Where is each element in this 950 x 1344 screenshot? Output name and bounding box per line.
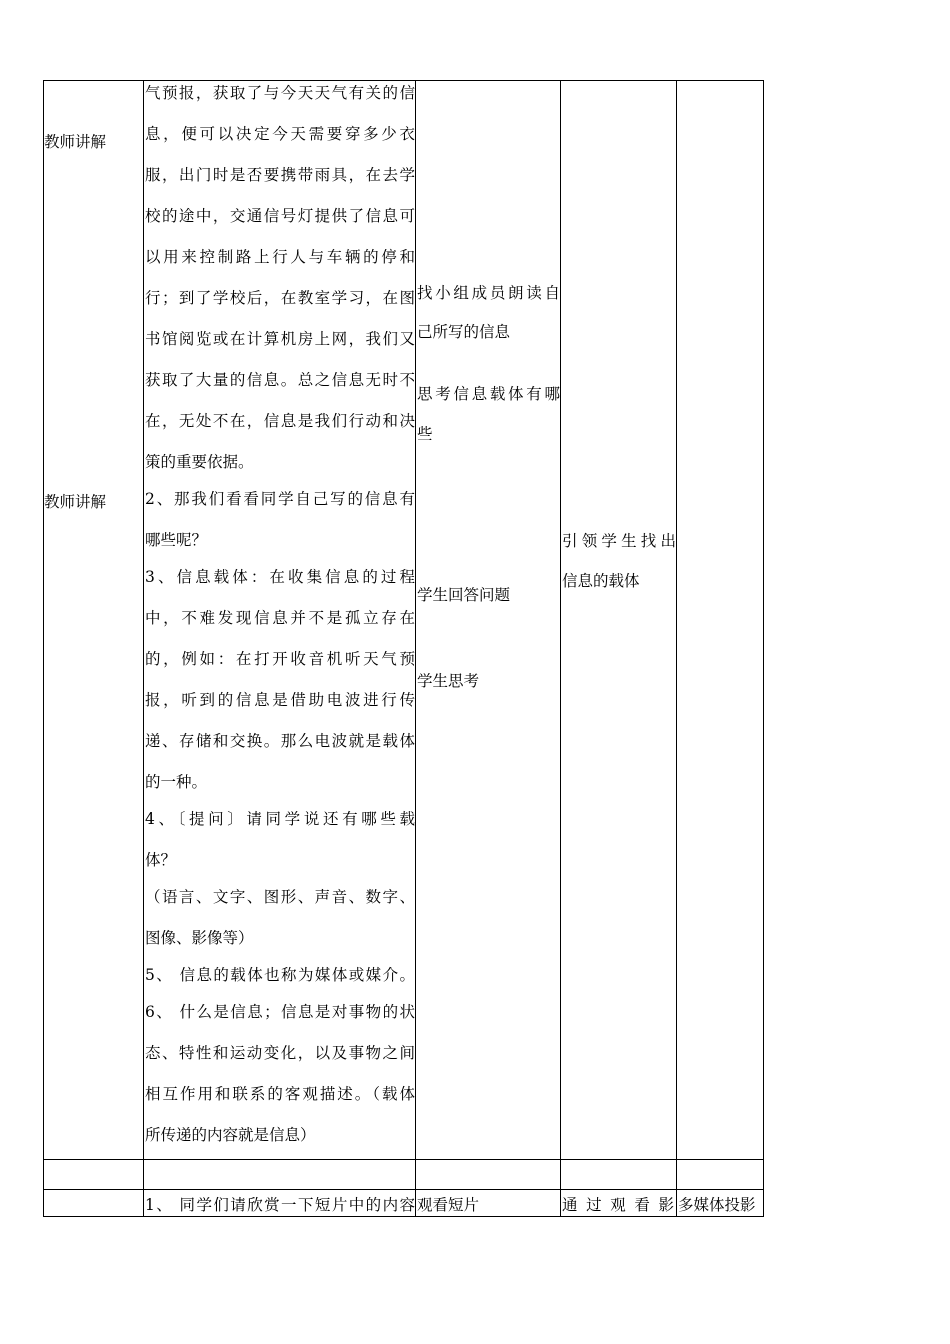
intent-line: 信息的载体 <box>562 572 640 590</box>
column-divider-1 <box>143 80 144 1217</box>
teacher-explain-label: 教师讲解 <box>44 493 107 511</box>
content-line: 气预报，获取了与今天天气有关的信 <box>145 84 415 102</box>
short-film-prompt: 1、 同学们请欣赏一下短片中的内容 <box>145 1196 415 1214</box>
content-line: 6、 什么是信息；信息是对事物的状 <box>145 1003 415 1021</box>
column-divider-2 <box>415 80 416 1217</box>
content-line: 3、信息载体：在收集信息的过程 <box>145 568 415 586</box>
content-line: 中，不难发现信息并不是孤立存在 <box>145 609 415 627</box>
activity-line: 己所写的信息 <box>417 323 511 341</box>
content-line: 服，出门时是否要携带雨具，在去学 <box>145 166 415 184</box>
content-line: 体？ <box>145 851 177 869</box>
column-divider-3 <box>560 80 561 1217</box>
activity-line: 思考信息载体有哪 <box>417 385 560 403</box>
content-line: 的一种。 <box>145 773 208 791</box>
intent-line: 引领学生找出 <box>562 532 676 550</box>
row-divider-1 <box>43 1159 764 1160</box>
activity-line: 些 <box>417 425 433 443</box>
lesson-content <box>145 0 415 1159</box>
content-line: 5、 信息的载体也称为媒体或媒介。 <box>145 966 415 984</box>
content-line: 书馆阅览或在计算机房上网，我们又 <box>145 330 415 348</box>
content-line: 报，听到的信息是借助电波进行传 <box>145 691 415 709</box>
table-right-border <box>763 80 764 1217</box>
content-line: 哪些呢？ <box>145 531 208 549</box>
content-line: 4、〔提问〕请同学说还有哪些载 <box>145 810 415 828</box>
content-line: 以用来控制路上行人与车辆的停和 <box>145 248 415 266</box>
content-line: 策的重要依据。 <box>145 453 254 471</box>
student-activity <box>417 0 560 1159</box>
content-line: 所传递的内容就是信息） <box>145 1126 316 1144</box>
content-line: 校的途中，交通信号灯提供了信息可 <box>145 207 415 225</box>
table-left-border <box>43 80 44 1217</box>
content-line: 在，无处不在，信息是我们行动和决 <box>145 412 415 430</box>
multimedia-projection: 多媒体投影 <box>678 1196 756 1214</box>
content-line: 相互作用和联系的客观描述。（载体 <box>145 1085 415 1103</box>
content-line: 息，便可以决定今天需要穿多少衣 <box>145 125 415 143</box>
watch-film-activity: 观看短片 <box>417 1196 480 1214</box>
content-line: 态、特性和运动变化，以及事物之间 <box>145 1044 415 1062</box>
content-line: 获取了大量的信息。总之信息无时不 <box>145 371 415 389</box>
row-divider-2 <box>43 1189 764 1190</box>
content-line: 图像、影像等） <box>145 929 254 947</box>
column-divider-4 <box>676 80 677 1217</box>
content-line: 2、那我们看看同学自己写的信息有 <box>145 490 415 508</box>
design-intent <box>562 0 676 1159</box>
activity-line: 找小组成员朗读自 <box>417 284 560 302</box>
teacher-explain-label: 教师讲解 <box>44 133 107 151</box>
content-line: （语言、文字、图形、声音、数字、 <box>145 888 415 906</box>
content-line: 的，例如：在打开收音机听天气预 <box>145 650 415 668</box>
activity-line: 学生回答问题 <box>417 586 511 604</box>
watch-video-intent: 通 过 观 看 影 <box>562 1196 674 1214</box>
content-line: 递、存储和交换。那么电波就是载体 <box>145 732 415 750</box>
content-line: 行；到了学校后，在教室学习，在图 <box>145 289 415 307</box>
table-bottom-border <box>43 1216 764 1217</box>
activity-line: 学生思考 <box>417 672 480 690</box>
